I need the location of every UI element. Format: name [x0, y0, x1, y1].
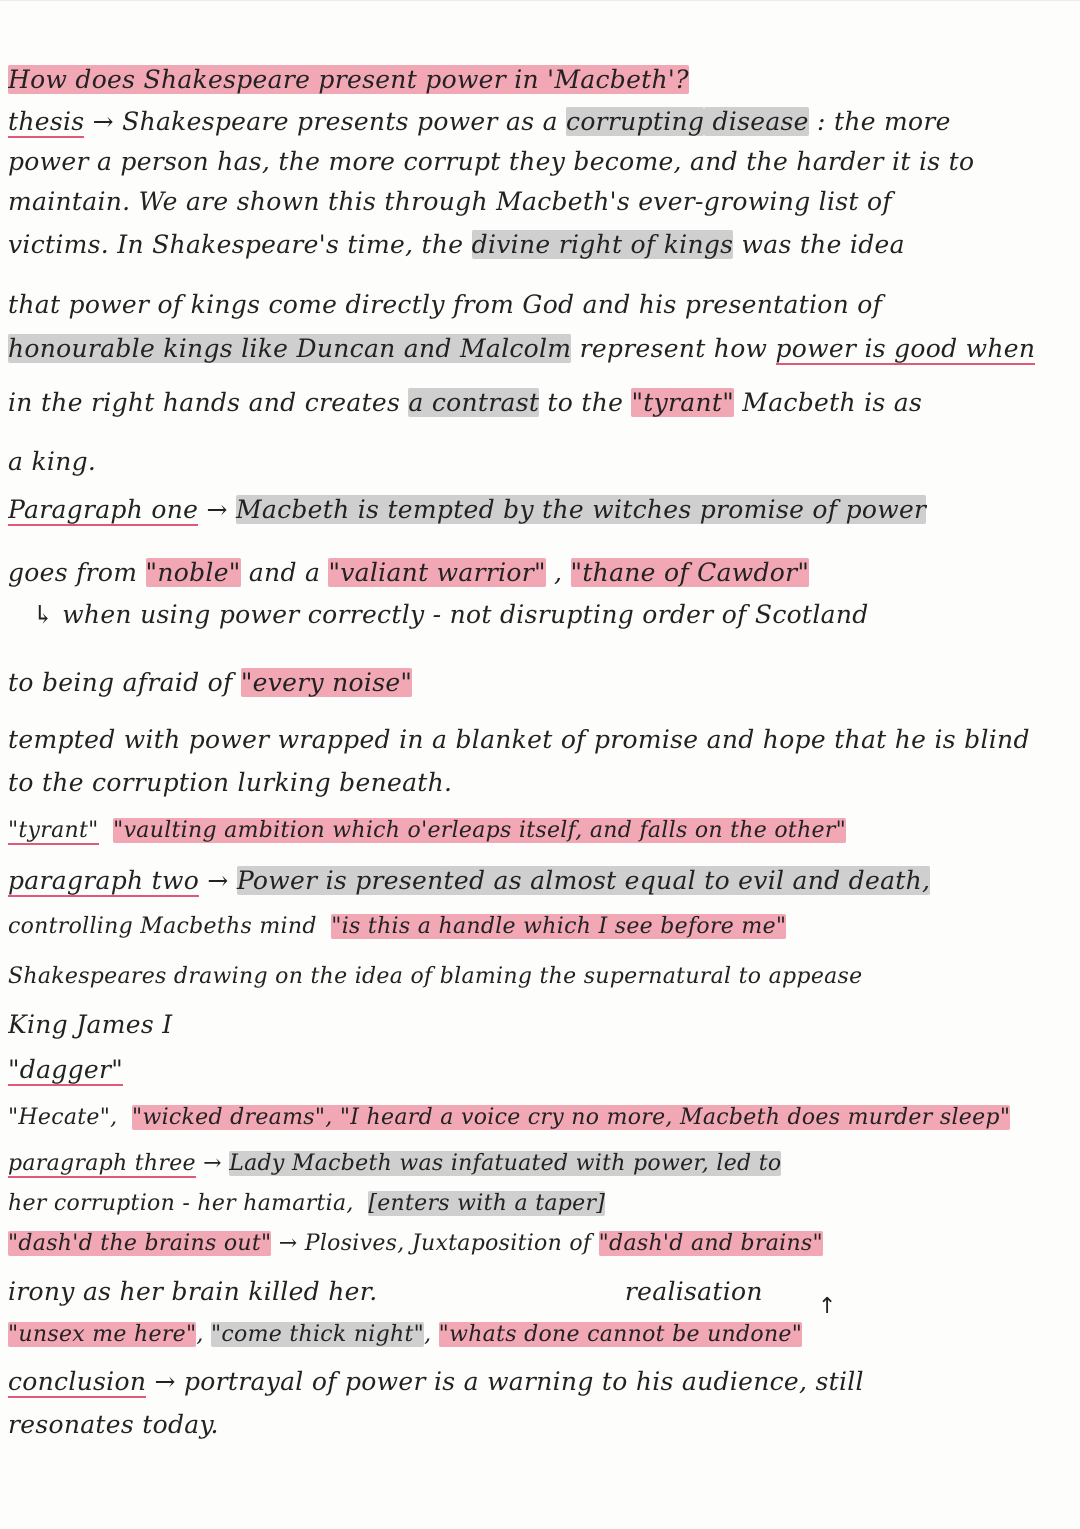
text-segment: to the [539, 388, 632, 417]
pink-highlight: "valiant warrior" [328, 558, 546, 587]
grey-highlight: corrupting [566, 107, 705, 136]
pink-highlight: "wicked dreams", "I heard a voice cry no more, Macbeth does murder sleep" [132, 1105, 1011, 1130]
text-segment: goes from [8, 558, 146, 587]
text-segment: → [199, 866, 237, 895]
grey-highlight: Power is presented as almost equal to evil and death, [236, 866, 931, 895]
body-line [8, 284, 1080, 326]
text-segment: , [545, 558, 571, 587]
underlined-heading: paragraph three [8, 1151, 196, 1176]
body-line [8, 719, 1080, 761]
pink-highlight: "unsex me here" [8, 1322, 197, 1347]
text-segment: irony as her brain killed her. [8, 1277, 378, 1306]
pink-highlight: "tyrant" [631, 388, 735, 417]
text-segment: Macbeth is as [734, 388, 923, 417]
grey-highlight: a contrast [408, 388, 540, 417]
text-segment: her corruption - her hamartia, [8, 1191, 369, 1216]
pink-highlight: "dash'd the brains out" [8, 1231, 272, 1256]
body-line [8, 382, 1080, 424]
text-segment: maintain. We are shown this through Macbeth's ever-growing list of [8, 187, 892, 216]
text-segment: : the more [808, 107, 951, 136]
text-segment: controlling Macbeths mind [8, 914, 332, 939]
text-segment: "Hecate", [8, 1105, 133, 1130]
body-line [8, 141, 1080, 183]
text-segment: → Shakespeare presents power as a [84, 107, 567, 136]
text-segment: → [195, 1151, 230, 1176]
body-line [8, 441, 1080, 483]
grey-highlight: honourable kings like Duncan and Malcolm [8, 334, 572, 363]
paragraph-two-heading [8, 860, 1080, 902]
body-line [8, 224, 1080, 266]
quote-line [8, 1049, 1080, 1091]
pink-highlight: "noble" [145, 558, 241, 587]
text-segment: was the idea [733, 230, 905, 259]
grey-highlight: disease [704, 107, 809, 136]
text-segment: that power of kings come directly from God and his presentation of [8, 290, 883, 319]
underlined-heading: power is good when [775, 334, 1036, 363]
pink-highlight: "thane of Cawdor" [570, 558, 810, 587]
underlined-heading: "tyrant" [8, 818, 99, 843]
body-line [8, 1004, 1080, 1046]
body-line [8, 1271, 1080, 1313]
quote-line [8, 906, 1080, 948]
paragraph-one-heading [8, 489, 1080, 531]
text-segment: and a [240, 558, 329, 587]
body-line [8, 1183, 1080, 1225]
quote-line [8, 1314, 1080, 1356]
text-segment: to being afraid of [8, 668, 241, 697]
conclusion-heading [8, 1361, 1080, 1403]
body-line [8, 1404, 1080, 1446]
pink-highlight: "is this a handle which I see before me" [331, 914, 787, 939]
text-segment: King James I [8, 1010, 173, 1039]
pink-highlight: "whats done cannot be undone" [438, 1322, 803, 1347]
text-segment: realisation [377, 1277, 763, 1306]
grey-highlight: Macbeth is tempted by the witches promise of power [235, 495, 927, 524]
text-segment: → portrayal of power is a warning to his audience, still [146, 1367, 864, 1396]
underlined-heading: Paragraph one [8, 495, 199, 524]
quote-line [8, 810, 1080, 852]
text-segment: victims. In Shakespeare's time, the [8, 230, 472, 259]
text-segment: → Plosives, Juxtaposition of [271, 1231, 599, 1256]
body-line [8, 662, 1080, 704]
text-segment: represent how [571, 334, 776, 363]
essay-title [8, 59, 1080, 101]
grey-highlight: divine right of kings [471, 230, 734, 259]
grey-highlight: Lady Macbeth was infatuated with power, led to [229, 1151, 782, 1176]
body-line [8, 762, 1080, 804]
thesis-line [8, 101, 1080, 143]
text-segment: in the right hands and creates [8, 388, 409, 417]
pink-highlight: "vaulting ambition which o'erleaps itself, and falls on the other" [113, 818, 847, 843]
underlined-heading: "dagger" [8, 1055, 124, 1084]
body-line [8, 181, 1080, 223]
text-segment: tempted with power wrapped in a blanket of promise and hope that he is blind [8, 725, 1030, 754]
body-line [8, 328, 1080, 370]
text-segment: → [198, 495, 236, 524]
pink-highlight: How does Shakespeare present power in 'Macbeth'? [8, 65, 689, 94]
text-segment: power a person has, the more corrupt they become, and the harder it is to [8, 147, 975, 176]
body-line [8, 956, 1080, 998]
quote-line [8, 1223, 1080, 1265]
text-segment: to the corruption lurking beneath. [8, 768, 453, 797]
pink-highlight: "dash'd and brains" [598, 1231, 823, 1256]
text-segment [99, 818, 114, 843]
up-arrow-icon: ↑ [818, 1294, 837, 1319]
pink-highlight: "every noise" [240, 668, 413, 697]
underlined-heading: paragraph two [8, 866, 200, 895]
text-segment: Shakespeares drawing on the idea of blaming the supernatural to appease [8, 964, 863, 989]
body-line [8, 552, 1080, 594]
underlined-heading: thesis [8, 107, 85, 136]
paragraph-three-heading [8, 1143, 1080, 1185]
grey-highlight: [enters with a taper] [368, 1191, 606, 1216]
body-line [8, 594, 1080, 636]
text-segment: , [424, 1322, 439, 1347]
quote-line [8, 1097, 1080, 1139]
grey-highlight: "come thick night" [210, 1322, 425, 1347]
text-segment: resonates today. [8, 1410, 219, 1439]
text-segment: a king. [8, 447, 97, 476]
underlined-heading: conclusion [8, 1367, 147, 1396]
text-segment: ↳ when using power correctly - not disrupting order of Scotland [8, 600, 869, 629]
text-segment: , [196, 1322, 211, 1347]
